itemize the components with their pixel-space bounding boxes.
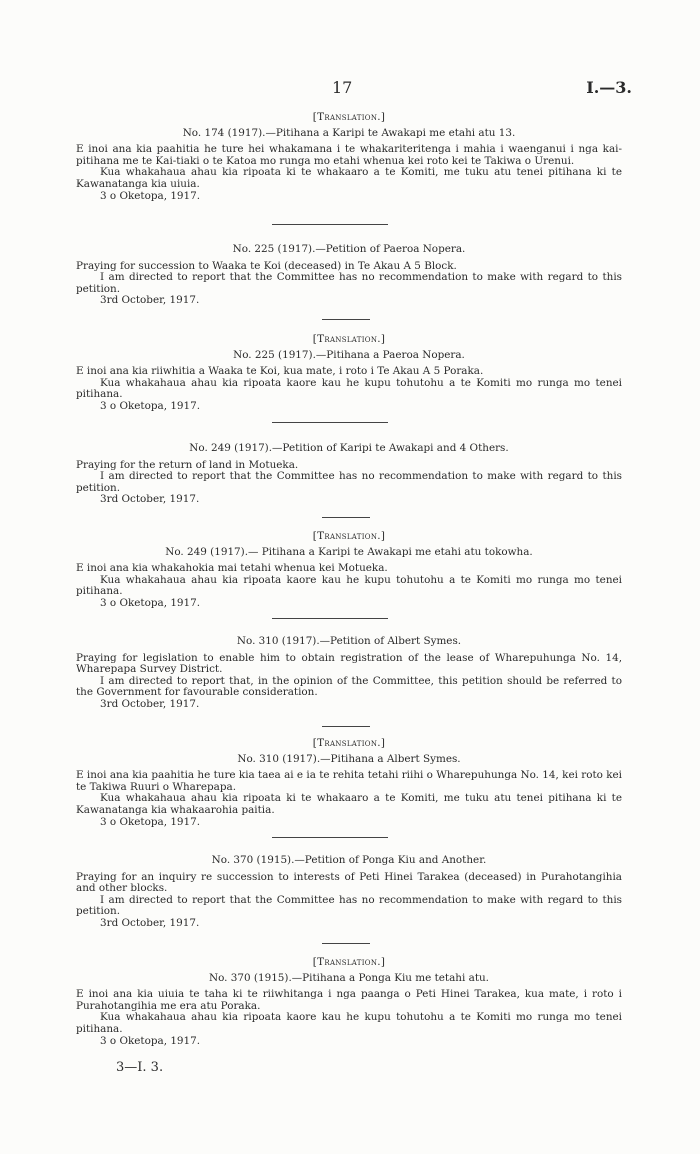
section-divider	[272, 837, 388, 838]
report-date: 3 o Oketopa, 1917.	[100, 815, 201, 828]
petition-heading: No. 370 (1915).—Pitihana a Ponga Kiu me tetahi atu.	[209, 971, 489, 984]
petition-heading: No. 174 (1917).—Pitihana a Karipi te Awakapi me etahi atu 13.	[182, 126, 516, 139]
committee-report: I am directed to report that, in the opinion of the Committee, this petition should be referred to the Government for favourable consideration.	[76, 674, 622, 699]
petition-heading: No. 225 (1917).—Petition of Paeroa Nopera.	[232, 243, 466, 255]
report-date: 3 o Oketopa, 1917.	[100, 399, 201, 412]
petition-section	[76, 112, 622, 202]
petition-prayer: E inoi ana kia paahitia he ture hei whakamana i te whakariteritenga i mahia i waenganui i nga kai-pitihana me te Kai-tiaki o te Katoa mo runga mo etahi whenua kei roto kei te Takiwa o Urenui.	[76, 143, 622, 167]
section-divider	[322, 517, 370, 518]
report-date: 3rd October, 1917.	[100, 493, 200, 506]
petition-prayer: Praying for legislation to enable him to obtain registration of the lease of Wharepuhunga No. 14, Wharepapa Survey District.	[76, 651, 622, 676]
report-date: 3rd October, 1917.	[100, 697, 200, 710]
petition-heading: No. 225 (1917).—Pitihana a Paeroa Nopera.	[233, 348, 465, 361]
committee-report: Kua whakahaua ahau kia ripoata kaore kau he kupu tohutohu a te Komiti mo runga mo tenei pitihana.	[76, 1011, 622, 1035]
petition-heading: No. 310 (1917).—Petition of Albert Symes.	[236, 635, 462, 647]
report-date: 3 o Oketopa, 1917.	[100, 1034, 201, 1047]
petition-section	[76, 636, 622, 711]
petition-section	[76, 443, 622, 506]
section-divider	[272, 618, 388, 619]
section-divider	[272, 224, 388, 225]
committee-report: I am directed to report that the Committee has no recommendation to make with regard to this petition.	[76, 470, 622, 494]
petition-prayer: E inoi ana kia uiuia te taha ki te riiwhitanga i nga paanga o Peti Hinei Tarakea, kua mate, i roto i Purahotangihia me era atu Poraka.	[76, 988, 622, 1012]
petition-section	[76, 244, 622, 307]
translation-label: [Translation.]	[312, 333, 386, 345]
petition-heading: No. 370 (1915).—Petition of Ponga Kiu and Another.	[211, 854, 487, 866]
section-divider	[322, 319, 370, 320]
translation-label: [Translation.]	[312, 111, 386, 123]
committee-report: I am directed to report that the Committee has no recommendation to make with regard to this petition.	[76, 271, 622, 295]
section-divider	[272, 422, 388, 423]
report-date: 3rd October, 1917.	[100, 916, 200, 929]
section-divider	[322, 943, 370, 944]
report-date: 3 o Oketopa, 1917.	[100, 189, 201, 202]
section-divider	[322, 726, 370, 727]
committee-report: Kua whakahaua ahau kia ripoata ki te whakaaro a te Komiti, me tuku atu tenei pitihana ki te Kawanatanga kia uiuia.	[76, 166, 622, 190]
petition-prayer: Praying for succession to Waaka te Koi (deceased) in Te Akau A 5 Block.	[76, 259, 457, 272]
committee-report: Kua whakahaua ahau kia ripoata ki te whakaaro a te Komiti, me tuku atu tenei pitihana ki te Kawanatanga kia whakaarohia paitia.	[76, 792, 622, 816]
translation-label: [Translation.]	[312, 530, 386, 542]
petition-section	[76, 334, 622, 413]
translation-label: [Translation.]	[312, 956, 386, 968]
petition-prayer: E inoi ana kia paahitia he ture kia taea ai e ia te rehita tetahi riihi o Wharepuhunga No. 14, kei roto kei te Takiwa Ruuri o Wharepapa.	[76, 769, 622, 793]
page-reference: I.—3.	[586, 78, 632, 97]
petition-section	[76, 531, 622, 610]
report-date: 3rd October, 1917.	[100, 294, 200, 307]
petition-heading: No. 310 (1917).—Pitihana a Albert Symes.	[237, 752, 461, 765]
petition-section	[76, 738, 622, 828]
footer-signature-mark: 3—I. 3.	[116, 1060, 164, 1075]
committee-report: Kua whakahaua ahau kia ripoata kaore kau he kupu tohutohu a te Komiti mo runga mo tenei pitihana.	[76, 376, 622, 401]
page-number: 17	[332, 78, 353, 97]
committee-report: Kua whakahaua ahau kia ripoata kaore kau he kupu tohutohu a te Komiti mo runga mo tenei pitihana.	[76, 573, 622, 598]
petition-section	[76, 957, 622, 1047]
petition-heading: No. 249 (1917).— Pitihana a Karipi te Awakapi me etahi atu tokowha.	[165, 545, 533, 558]
petition-section	[76, 855, 622, 930]
petition-prayer: E inoi ana kia riiwhitia a Waaka te Koi, kua mate, i roto i Te Akau A 5 Poraka.	[76, 365, 484, 378]
translation-label: [Translation.]	[312, 737, 386, 749]
petition-prayer: Praying for the return of land in Motueka.	[76, 458, 299, 471]
petition-prayer: Praying for an inquiry re succession to interests of Peti Hinei Tarakea (deceased) in Purahotangihia and other blocks.	[76, 870, 622, 895]
committee-report: I am directed to report that the Committee has no recommendation to make with regard to this petition.	[76, 893, 622, 918]
report-date: 3 o Oketopa, 1917.	[100, 596, 201, 609]
petition-heading: No. 249 (1917).—Petition of Karipi te Awakapi and 4 Others.	[189, 442, 509, 454]
petition-prayer: E inoi ana kia whakahokia mai tetahi whenua kei Motueka.	[76, 562, 388, 575]
